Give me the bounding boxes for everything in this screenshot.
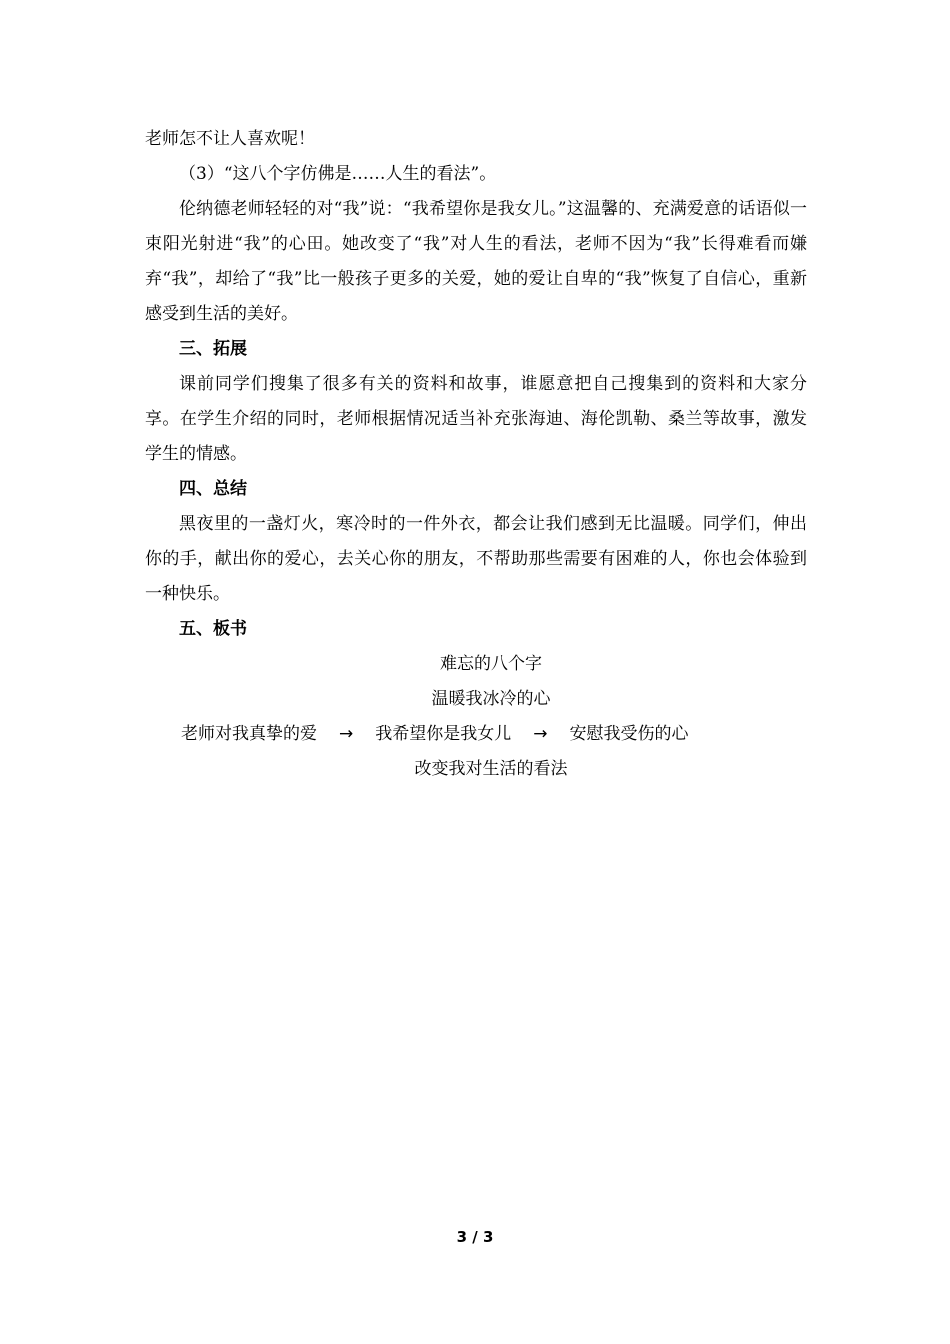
document-body [145, 122, 807, 787]
paragraph-summary: 黑夜里的一盏灯火，寒冷时的一件外衣，都会让我们感到无比温暖。同学们，伸出你的手，献出你的爱心，去关心你的朋友，不帮助那些需要有困难的人，你也会体验到一种快乐。 [145, 514, 807, 604]
blackboard-title: 难忘的八个字 [440, 654, 542, 674]
page-number: 3 / 3 [456, 1228, 494, 1246]
blackboard-layout [145, 647, 807, 787]
flow-middle-text: 我希望你是我女儿 [375, 724, 512, 744]
flow-left-text: 老师对我真挚的爱 [181, 724, 317, 744]
blackboard-line-change: 改变我对生活的看法 [414, 759, 568, 779]
paragraph-extension: 课前同学们搜集了很多有关的资料和故事，谁愿意把自己搜集到的资料和大家分享。在学生介绍的同时，老师根据情况适当补充张海迪、海伦凯勒、桑兰等故事，激发学生的情感。 [145, 374, 807, 464]
blackboard-line-warm: 温暖我冰冷的心 [431, 689, 551, 709]
section-heading-blackboard: 五、板书 [179, 619, 247, 639]
flow-right-text: 安慰我受伤的心 [569, 724, 689, 744]
arrow-right-icon: → [339, 724, 354, 744]
paragraph-item-3: （3）“这八个字仿佛是……人生的看法”。 [179, 164, 497, 184]
blackboard-flow [145, 717, 807, 752]
paragraph-analysis: 伦纳德老师轻轻的对“我”说：“我希望你是我女儿。”这温馨的、充满爱意的话语似一束阳光射进“我”的心田。她改变了“我”对人生的看法，老师不因为“我”长得难看而嫌弃“我”，却给了“我”比一般孩子更多的关爱，她的爱让自卑的“我”恢复了自信心，重新感受到生活的美好。 [145, 199, 807, 324]
paragraph-continuation: 老师怎不让人喜欢呢！ [145, 129, 315, 149]
section-heading-extension: 三、拓展 [179, 339, 247, 359]
section-heading-summary: 四、总结 [179, 479, 247, 499]
arrow-right-icon: → [533, 724, 548, 744]
